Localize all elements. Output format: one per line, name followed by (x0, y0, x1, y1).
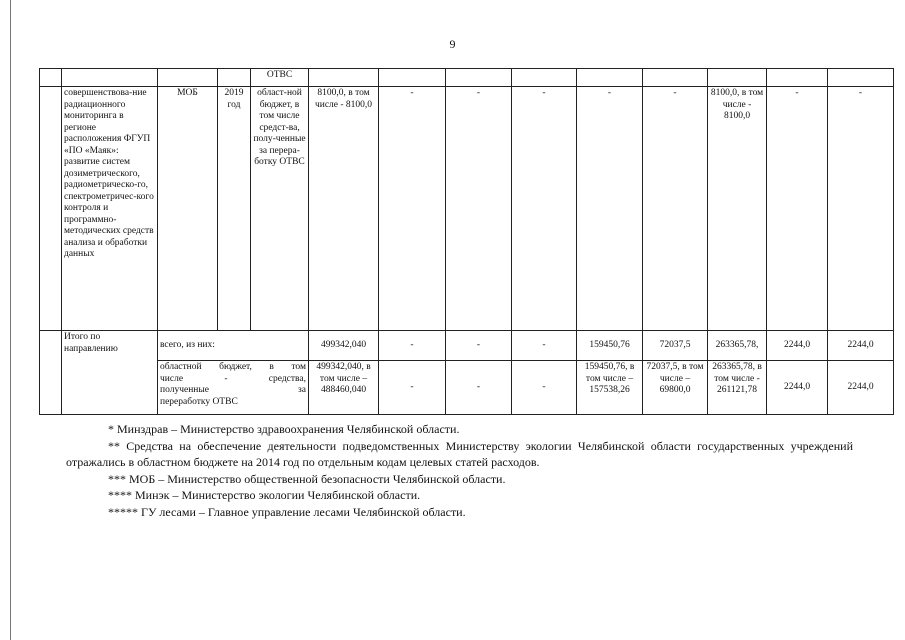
footnote: * Минздрав – Министерство здравоохранения Челябинской области. (108, 422, 460, 436)
value-cell: 159450,76, в том числе – 157538,26 (577, 361, 643, 415)
table-row (40, 361, 894, 415)
total-row-label: областной бюджет, в том числе - средства, полученные за переработку ОТВС (158, 361, 309, 415)
value-cell: - (379, 331, 446, 361)
footnote: **** Минэк – Министерство экологии Челябинской области. (108, 488, 421, 502)
footnote: *** МОБ – Министерство общественной безопасности Челябинской области. (108, 471, 506, 486)
table-row (40, 87, 894, 331)
page-left-edge (10, 0, 11, 640)
value-cell: - (446, 361, 512, 415)
value-cell: - (512, 331, 577, 361)
value-cell: - (446, 87, 512, 331)
value-cell: - (512, 361, 577, 415)
total-direction-label: Итого по направлению (62, 331, 158, 415)
year-cell: 2019 год (218, 87, 251, 331)
value-cell: 263365,78, (708, 331, 767, 361)
total-cell: 8100,0, в том числе - 8100,0 (309, 87, 379, 331)
value-cell: - (767, 87, 828, 331)
value-cell: - (577, 87, 643, 331)
total-cell: 499342,040 (309, 331, 379, 361)
footnote: ** Средства на обеспечение деятельности подведомственных Министерству экологии Челябинской области государственных учреждений отражались в областном бюджете на 2014 год по отдельным кодам целевых статей расходов. (66, 438, 853, 469)
value-cell: 263365,78, в том числе - 261121,78 (708, 361, 767, 415)
table-row (40, 69, 894, 87)
measure-name: совершенствова-ние радиационного мониторинга в регионе расположения ФГУП «ПО «Маяк»: развитие систем дозиметрического, радиометрическо-го, спектрометричес-кого контроля и программно-методических средств анализа и обработки данных (62, 87, 158, 331)
value-cell: - (643, 87, 708, 331)
value-cell: 2244,0 (828, 331, 894, 361)
value-cell: - (828, 87, 894, 331)
value-cell: - (446, 331, 512, 361)
footnotes (66, 421, 853, 520)
value-cell: 8100,0, в том числе - 8100,0 (708, 87, 767, 331)
value-cell: - (512, 87, 577, 331)
value-cell: - (379, 87, 446, 331)
budget-table (39, 68, 894, 415)
executor-cell: МОБ (158, 87, 218, 331)
value-cell: 2244,0 (828, 361, 894, 415)
source-cell: ОТВС (251, 69, 309, 87)
source-cell: област-ной бюджет, в том числе средст-ва, полу-ченные за перера-ботку ОТВС (251, 87, 309, 331)
table-row (40, 331, 894, 361)
value-cell: - (379, 361, 446, 415)
value-cell: 2244,0 (767, 361, 828, 415)
total-row-label: всего, из них: (158, 331, 309, 361)
value-cell: 159450,76 (577, 331, 643, 361)
page-number: 9 (449, 37, 456, 51)
value-cell: 72037,5, в том числе – 69800,0 (643, 361, 708, 415)
value-cell: 2244,0 (767, 331, 828, 361)
value-cell: 72037,5 (643, 331, 708, 361)
footnote: ***** ГУ лесами – Главное управление лесами Челябинской области. (108, 504, 466, 519)
total-cell: 499342,040, в том числе – 488460,040 (309, 361, 379, 415)
